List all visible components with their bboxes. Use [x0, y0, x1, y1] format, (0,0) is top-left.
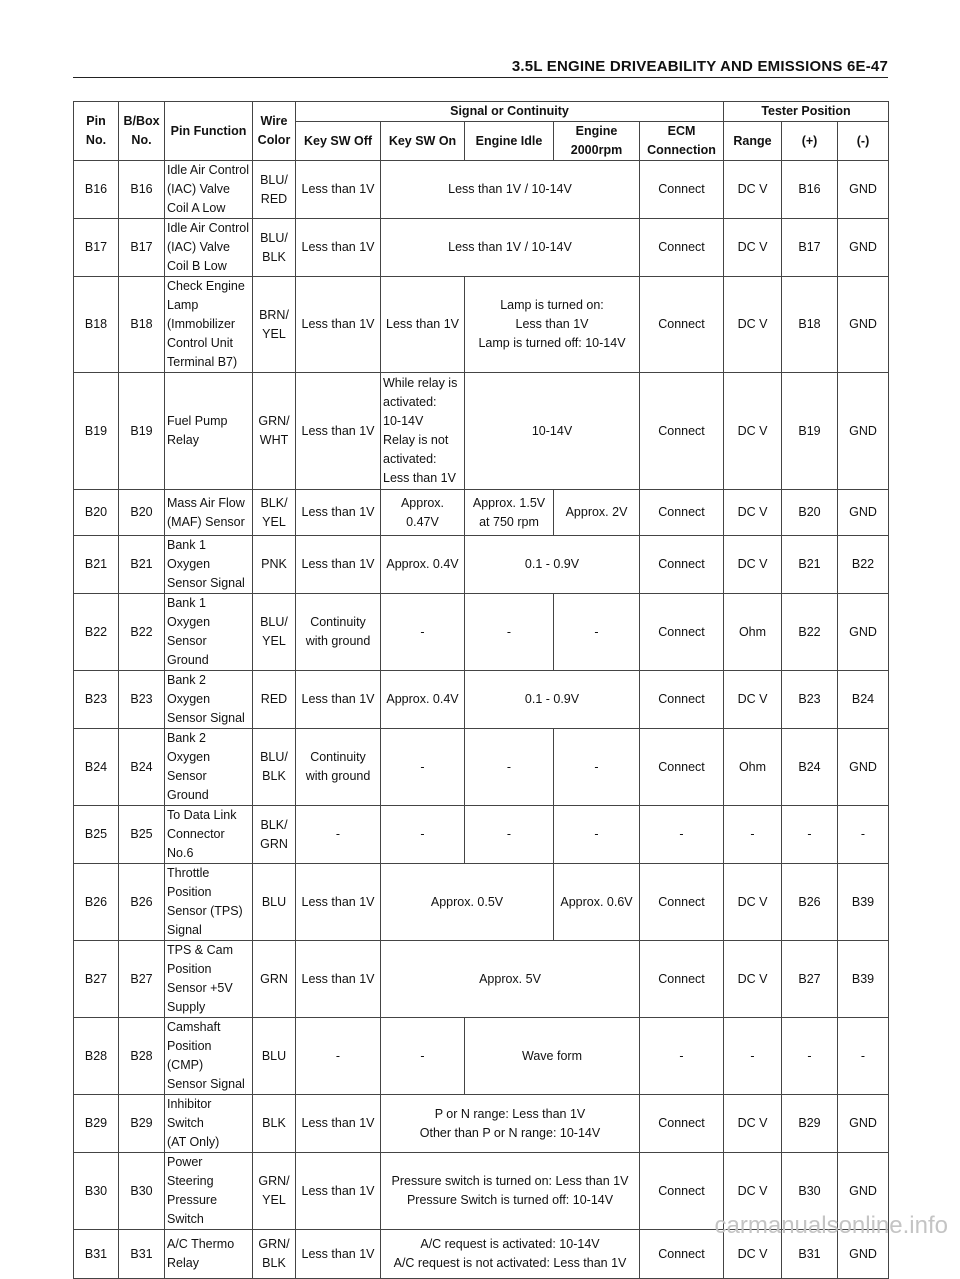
table-header: [74, 102, 889, 161]
cell-signal: -: [381, 806, 465, 864]
cell-ecm-connection: Connect: [640, 219, 724, 277]
col-key-sw-off: Key SW Off: [296, 122, 381, 161]
cell-pin-function: Mass Air Flow (MAF) Sensor: [165, 490, 253, 536]
cell-range: -: [724, 1018, 782, 1095]
cell-pin-function: Bank 1 Oxygen Sensor Signal: [165, 536, 253, 594]
col-pin-no: Pin No.: [74, 102, 119, 161]
cell-ecm-connection: Connect: [640, 864, 724, 941]
col-key-sw-on: Key SW On: [381, 122, 465, 161]
cell-signal: Continuity with ground: [296, 594, 381, 671]
cell-signal: Less than 1V: [296, 941, 381, 1018]
col-engine-2000rpm: Engine 2000rpm: [554, 122, 640, 161]
col-group-tester: Tester Position: [724, 102, 889, 122]
cell-bbox-no: B19: [119, 373, 165, 490]
col-ecm-connection: ECM Connection: [640, 122, 724, 161]
col-wire-color: Wire Color: [253, 102, 296, 161]
cell-pin-no: B20: [74, 490, 119, 536]
col-engine-idle: Engine Idle: [465, 122, 554, 161]
cell-wire-color: GRN: [253, 941, 296, 1018]
cell-minus: GND: [838, 373, 889, 490]
cell-signal: Less than 1V: [296, 490, 381, 536]
cell-wire-color: BLU/ BLK: [253, 219, 296, 277]
cell-wire-color: BLU: [253, 864, 296, 941]
cell-pin-function: Check Engine Lamp (Immobilizer Control Unit Terminal B7): [165, 277, 253, 373]
cell-wire-color: GRN/ BLK: [253, 1230, 296, 1279]
col-minus: (-): [838, 122, 889, 161]
cell-signal: 0.1 - 0.9V: [465, 536, 640, 594]
col-plus: (+): [782, 122, 838, 161]
cell-ecm-connection: Connect: [640, 536, 724, 594]
cell-bbox-no: B26: [119, 864, 165, 941]
cell-pin-function: Idle Air Control (IAC) Valve Coil B Low: [165, 219, 253, 277]
cell-plus: B16: [782, 161, 838, 219]
cell-pin-function: Idle Air Control (IAC) Valve Coil A Low: [165, 161, 253, 219]
cell-bbox-no: B20: [119, 490, 165, 536]
table-row: [74, 536, 889, 594]
cell-wire-color: PNK: [253, 536, 296, 594]
cell-bbox-no: B17: [119, 219, 165, 277]
pin-spec-table: [73, 101, 889, 1279]
cell-signal: -: [465, 594, 554, 671]
cell-pin-function: Power Steering Pressure Switch: [165, 1153, 253, 1230]
cell-signal: Less than 1V: [296, 1095, 381, 1153]
cell-wire-color: BRN/ YEL: [253, 277, 296, 373]
cell-signal: Less than 1V: [381, 277, 465, 373]
header-rule: [73, 77, 888, 78]
cell-pin-no: B22: [74, 594, 119, 671]
cell-bbox-no: B31: [119, 1230, 165, 1279]
cell-signal: Less than 1V: [296, 277, 381, 373]
cell-range: DC V: [724, 864, 782, 941]
cell-ecm-connection: Connect: [640, 1153, 724, 1230]
cell-bbox-no: B28: [119, 1018, 165, 1095]
cell-range: DC V: [724, 277, 782, 373]
cell-bbox-no: B18: [119, 277, 165, 373]
table-row: [74, 219, 889, 277]
cell-signal: Approx. 0.5V: [381, 864, 554, 941]
cell-wire-color: BLU/ RED: [253, 161, 296, 219]
cell-signal: Less than 1V / 10-14V: [381, 219, 640, 277]
cell-signal: Less than 1V: [296, 1230, 381, 1279]
cell-bbox-no: B21: [119, 536, 165, 594]
cell-pin-no: B18: [74, 277, 119, 373]
table-row: [74, 594, 889, 671]
cell-range: DC V: [724, 373, 782, 490]
cell-range: DC V: [724, 161, 782, 219]
cell-minus: GND: [838, 1153, 889, 1230]
table-row: [74, 671, 889, 729]
cell-minus: GND: [838, 1095, 889, 1153]
cell-ecm-connection: Connect: [640, 1095, 724, 1153]
cell-wire-color: GRN/ YEL: [253, 1153, 296, 1230]
table-row: [74, 941, 889, 1018]
cell-range: DC V: [724, 941, 782, 1018]
cell-signal: -: [465, 729, 554, 806]
cell-signal: Less than 1V: [296, 373, 381, 490]
cell-pin-no: B31: [74, 1230, 119, 1279]
cell-signal: Approx. 0.47V: [381, 490, 465, 536]
cell-pin-no: B28: [74, 1018, 119, 1095]
cell-plus: B31: [782, 1230, 838, 1279]
cell-signal: -: [296, 1018, 381, 1095]
cell-ecm-connection: -: [640, 806, 724, 864]
cell-bbox-no: B23: [119, 671, 165, 729]
cell-plus: -: [782, 1018, 838, 1095]
cell-plus: B20: [782, 490, 838, 536]
cell-pin-no: B19: [74, 373, 119, 490]
cell-plus: B22: [782, 594, 838, 671]
cell-range: DC V: [724, 1230, 782, 1279]
table-row: [74, 806, 889, 864]
col-range: Range: [724, 122, 782, 161]
cell-bbox-no: B16: [119, 161, 165, 219]
cell-bbox-no: B30: [119, 1153, 165, 1230]
cell-signal: 10-14V: [465, 373, 640, 490]
cell-signal: -: [554, 729, 640, 806]
cell-ecm-connection: Connect: [640, 277, 724, 373]
cell-pin-function: To Data Link Connector No.6: [165, 806, 253, 864]
table-row: [74, 161, 889, 219]
cell-bbox-no: B22: [119, 594, 165, 671]
cell-pin-function: Bank 2 Oxygen Sensor Signal: [165, 671, 253, 729]
cell-signal: Less than 1V: [296, 671, 381, 729]
cell-plus: B26: [782, 864, 838, 941]
cell-minus: GND: [838, 1230, 889, 1279]
cell-minus: GND: [838, 219, 889, 277]
cell-wire-color: BLU: [253, 1018, 296, 1095]
table-row: [74, 729, 889, 806]
cell-signal: -: [381, 729, 465, 806]
cell-range: DC V: [724, 1153, 782, 1230]
cell-pin-no: B30: [74, 1153, 119, 1230]
cell-pin-no: B25: [74, 806, 119, 864]
cell-plus: B23: [782, 671, 838, 729]
cell-range: DC V: [724, 1095, 782, 1153]
cell-ecm-connection: Connect: [640, 594, 724, 671]
cell-signal: Less than 1V: [296, 864, 381, 941]
cell-plus: B18: [782, 277, 838, 373]
cell-signal: Approx. 1.5V at 750 rpm: [465, 490, 554, 536]
cell-signal: -: [465, 806, 554, 864]
cell-pin-no: B27: [74, 941, 119, 1018]
cell-plus: B30: [782, 1153, 838, 1230]
cell-signal: Less than 1V / 10-14V: [381, 161, 640, 219]
cell-signal: Lamp is turned on: Less than 1V Lamp is turned off: 10-14V: [465, 277, 640, 373]
cell-range: -: [724, 806, 782, 864]
table-row: [74, 1095, 889, 1153]
page-header-title: 3.5L ENGINE DRIVEABILITY AND EMISSIONS 6E-47: [511, 58, 888, 75]
watermark: carmanualsonline.info: [714, 1212, 948, 1239]
cell-pin-function: A/C Thermo Relay: [165, 1230, 253, 1279]
cell-pin-function: Inhibitor Switch (AT Only): [165, 1095, 253, 1153]
cell-signal: Approx. 0.4V: [381, 671, 465, 729]
cell-minus: B39: [838, 941, 889, 1018]
cell-range: Ohm: [724, 594, 782, 671]
table-body: [74, 161, 889, 1279]
cell-pin-no: B21: [74, 536, 119, 594]
cell-minus: GND: [838, 594, 889, 671]
cell-ecm-connection: Connect: [640, 490, 724, 536]
col-group-signal: Signal or Continuity: [296, 102, 724, 122]
cell-bbox-no: B24: [119, 729, 165, 806]
cell-pin-function: Camshaft Position (CMP) Sensor Signal: [165, 1018, 253, 1095]
cell-signal: -: [296, 806, 381, 864]
cell-range: Ohm: [724, 729, 782, 806]
cell-wire-color: RED: [253, 671, 296, 729]
table-row: [74, 1018, 889, 1095]
cell-wire-color: BLK/ YEL: [253, 490, 296, 536]
cell-signal: Less than 1V: [296, 536, 381, 594]
cell-pin-no: B29: [74, 1095, 119, 1153]
col-pin-function: Pin Function: [165, 102, 253, 161]
cell-range: DC V: [724, 536, 782, 594]
cell-signal: -: [554, 594, 640, 671]
cell-range: DC V: [724, 671, 782, 729]
cell-minus: GND: [838, 729, 889, 806]
cell-ecm-connection: Connect: [640, 373, 724, 490]
cell-signal: A/C request is activated: 10-14V A/C request is not activated: Less than 1V: [381, 1230, 640, 1279]
cell-range: DC V: [724, 219, 782, 277]
cell-range: DC V: [724, 490, 782, 536]
cell-minus: GND: [838, 161, 889, 219]
cell-pin-no: B24: [74, 729, 119, 806]
table-row: [74, 490, 889, 536]
cell-bbox-no: B29: [119, 1095, 165, 1153]
cell-minus: GND: [838, 490, 889, 536]
cell-plus: B17: [782, 219, 838, 277]
cell-signal: P or N range: Less than 1V Other than P or N range: 10-14V: [381, 1095, 640, 1153]
cell-minus: GND: [838, 277, 889, 373]
cell-pin-no: B26: [74, 864, 119, 941]
cell-ecm-connection: Connect: [640, 729, 724, 806]
cell-ecm-connection: -: [640, 1018, 724, 1095]
cell-pin-no: B17: [74, 219, 119, 277]
cell-plus: -: [782, 806, 838, 864]
cell-signal: Approx. 2V: [554, 490, 640, 536]
cell-bbox-no: B25: [119, 806, 165, 864]
cell-plus: B21: [782, 536, 838, 594]
cell-pin-function: Throttle Position Sensor (TPS) Signal: [165, 864, 253, 941]
cell-plus: B24: [782, 729, 838, 806]
cell-ecm-connection: Connect: [640, 1230, 724, 1279]
cell-bbox-no: B27: [119, 941, 165, 1018]
cell-pin-no: B16: [74, 161, 119, 219]
cell-signal: 0.1 - 0.9V: [465, 671, 640, 729]
cell-wire-color: GRN/ WHT: [253, 373, 296, 490]
cell-ecm-connection: Connect: [640, 671, 724, 729]
cell-pin-function: TPS & Cam Position Sensor +5V Supply: [165, 941, 253, 1018]
cell-wire-color: BLU/ YEL: [253, 594, 296, 671]
cell-signal: Less than 1V: [296, 161, 381, 219]
cell-minus: B39: [838, 864, 889, 941]
cell-plus: B19: [782, 373, 838, 490]
cell-signal: -: [554, 806, 640, 864]
cell-minus: -: [838, 1018, 889, 1095]
cell-ecm-connection: Connect: [640, 161, 724, 219]
cell-plus: B29: [782, 1095, 838, 1153]
cell-signal: Wave form: [465, 1018, 640, 1095]
cell-signal: Pressure switch is turned on: Less than 1V Pressure Switch is turned off: 10-14V: [381, 1153, 640, 1230]
cell-signal: Approx. 0.6V: [554, 864, 640, 941]
cell-minus: -: [838, 806, 889, 864]
col-bbox-no: B/Box No.: [119, 102, 165, 161]
cell-minus: B24: [838, 671, 889, 729]
cell-signal: -: [381, 594, 465, 671]
cell-pin-no: B23: [74, 671, 119, 729]
table-row: [74, 864, 889, 941]
cell-wire-color: BLU/ BLK: [253, 729, 296, 806]
cell-pin-function: Fuel Pump Relay: [165, 373, 253, 490]
cell-ecm-connection: Connect: [640, 941, 724, 1018]
cell-minus: B22: [838, 536, 889, 594]
cell-signal: While relay is activated: 10-14V Relay is not activated: Less than 1V: [381, 373, 465, 490]
cell-signal: Approx. 5V: [381, 941, 640, 1018]
cell-plus: B27: [782, 941, 838, 1018]
cell-wire-color: BLK: [253, 1095, 296, 1153]
table-row: [74, 373, 889, 490]
cell-signal: Less than 1V: [296, 1153, 381, 1230]
cell-pin-function: Bank 1 Oxygen Sensor Ground: [165, 594, 253, 671]
cell-signal: Continuity with ground: [296, 729, 381, 806]
cell-signal: Approx. 0.4V: [381, 536, 465, 594]
cell-signal: -: [381, 1018, 465, 1095]
cell-wire-color: BLK/ GRN: [253, 806, 296, 864]
cell-pin-function: Bank 2 Oxygen Sensor Ground: [165, 729, 253, 806]
cell-signal: Less than 1V: [296, 219, 381, 277]
table-row: [74, 277, 889, 373]
